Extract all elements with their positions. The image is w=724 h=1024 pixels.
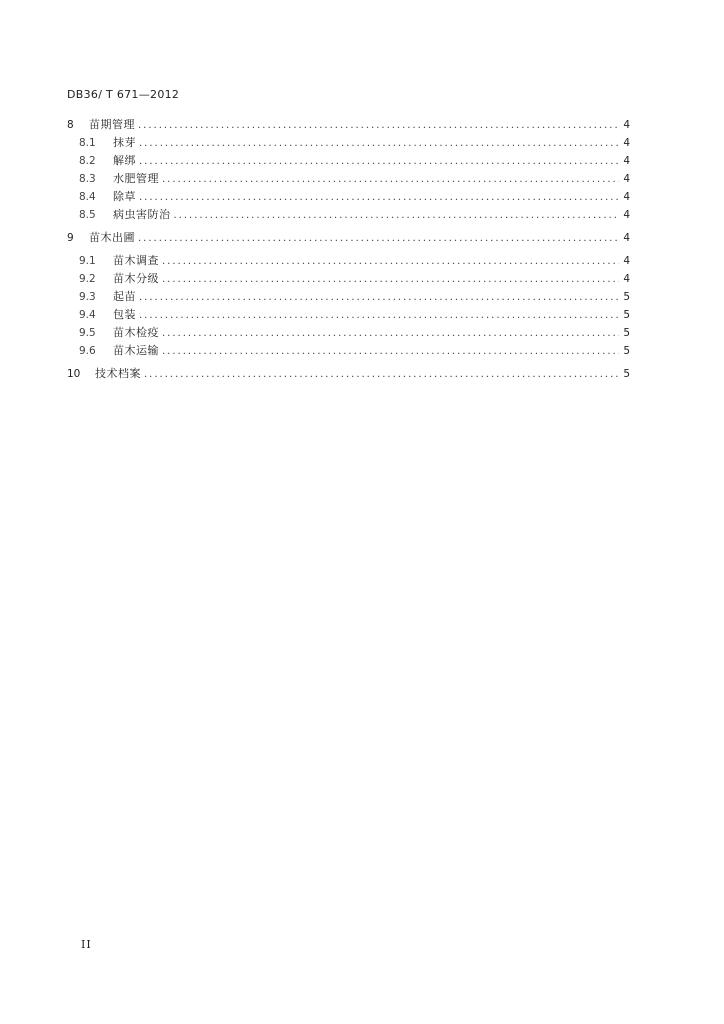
toc-number: 10: [67, 368, 81, 380]
toc-title: 苗木分级: [113, 272, 159, 285]
toc-number: 8.5: [79, 209, 96, 221]
toc-dot-leader: [138, 230, 619, 248]
toc-entry-9-6[interactable]: [67, 342, 630, 360]
toc-page-number: 4: [623, 173, 630, 185]
toc-dot-leader: [162, 253, 619, 271]
toc-page-number: 4: [623, 273, 630, 285]
toc-page-number: 4: [623, 137, 630, 149]
toc-number: 9.2: [79, 273, 96, 285]
toc-entry-9-4[interactable]: [67, 306, 630, 324]
toc-dot-leader: [139, 289, 619, 307]
toc-page-number: 5: [623, 327, 630, 339]
toc-page-number: 5: [623, 291, 630, 303]
toc-entry-8-3[interactable]: [67, 170, 630, 188]
toc-number: 8.1: [79, 137, 96, 149]
toc-entry-9-1[interactable]: [67, 252, 630, 270]
toc-title: 水肥管理: [113, 172, 159, 185]
toc-entry-8-1[interactable]: [67, 134, 630, 152]
toc-number: 9.6: [79, 345, 96, 357]
toc-page-number: 4: [623, 209, 630, 221]
toc-dot-leader: [174, 207, 620, 225]
page-folio: II: [81, 938, 92, 951]
document-code: DB36/ T 671—2012: [67, 88, 180, 101]
toc-number: 9: [67, 232, 74, 244]
toc-title: 技术档案: [95, 367, 141, 380]
toc-title: 病虫害防治: [113, 208, 171, 221]
toc-title: 苗木运输: [113, 344, 159, 357]
toc-page-number: 5: [623, 368, 630, 380]
toc-page-number: 4: [623, 155, 630, 167]
toc-dot-leader: [138, 117, 619, 135]
toc-entry-8-2[interactable]: [67, 152, 630, 170]
toc-dot-leader: [139, 189, 619, 207]
toc-number: 9.4: [79, 309, 96, 321]
toc-title: 除草: [113, 190, 136, 203]
toc-page-number: 4: [623, 255, 630, 267]
toc-title: 包装: [113, 308, 136, 321]
toc-number: 8: [67, 119, 74, 131]
toc-number: 8.4: [79, 191, 96, 203]
toc-page-number: 4: [623, 119, 630, 131]
toc-entry-9-3[interactable]: [67, 288, 630, 306]
toc-entry-10[interactable]: [67, 365, 630, 383]
toc-title: 抹芽: [113, 136, 136, 149]
toc-page-number: 4: [623, 191, 630, 203]
toc-dot-leader: [139, 135, 619, 153]
toc-number: 8.3: [79, 173, 96, 185]
toc-dot-leader: [162, 343, 619, 361]
toc-entry-8-4[interactable]: [67, 188, 630, 206]
toc-dot-leader: [144, 366, 619, 384]
toc-entry-9-5[interactable]: [67, 324, 630, 342]
toc-title: 解绑: [113, 154, 136, 167]
toc-dot-leader: [162, 325, 619, 343]
toc-title: 苗木调查: [113, 254, 159, 267]
toc-page-number: 5: [623, 345, 630, 357]
toc-dot-leader: [139, 307, 619, 325]
toc-page-number: 4: [623, 232, 630, 244]
toc-number: 9.3: [79, 291, 96, 303]
toc-number: 8.2: [79, 155, 96, 167]
toc-dot-leader: [139, 153, 619, 171]
toc-entry-8[interactable]: [67, 116, 630, 134]
toc-entry-9[interactable]: [67, 229, 630, 247]
toc-dot-leader: [162, 171, 619, 189]
toc-page-number: 5: [623, 309, 630, 321]
toc-dot-leader: [162, 271, 619, 289]
toc-entry-8-5[interactable]: [67, 206, 630, 224]
toc-title: 苗木检疫: [113, 326, 159, 339]
toc-title: 苗木出圃: [89, 231, 135, 244]
toc-title: 起苗: [113, 290, 136, 303]
toc-number: 9.1: [79, 255, 96, 267]
toc-entry-9-2[interactable]: [67, 270, 630, 288]
table-of-contents: [67, 116, 630, 383]
toc-number: 9.5: [79, 327, 96, 339]
toc-title: 苗期管理: [89, 118, 135, 131]
